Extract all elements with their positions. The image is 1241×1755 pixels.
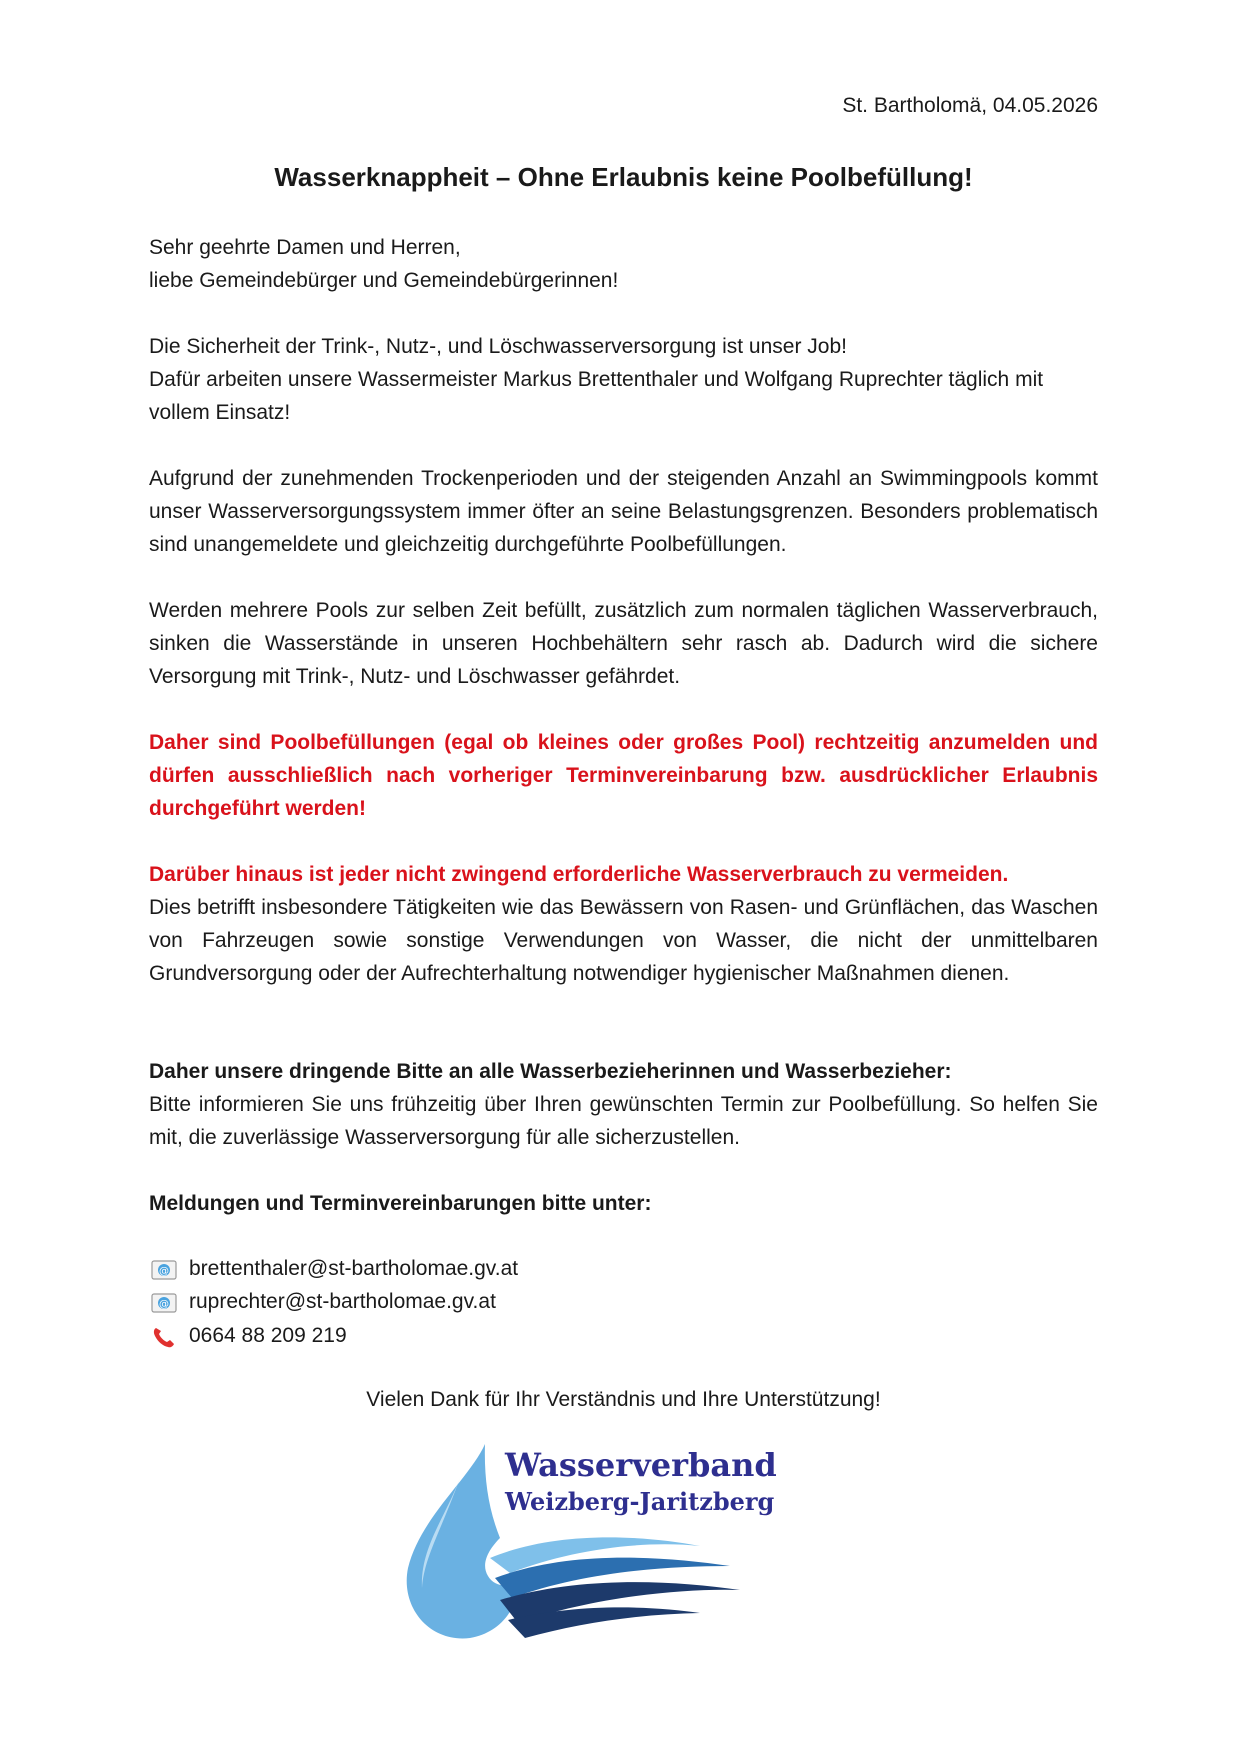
email-icon [151,1291,177,1313]
request-heading: Daher unsere dringende Bitte an alle Wasserbezieherinnen und Wasserbezieher: [149,1060,952,1083]
warning-pool-filling: Daher sind Poolbefüllungen (egal ob kleines oder großes Pool) rechtzeitig anzumelden und dürfen ausschließlich nach vorheriger Terminvereinbarung bzw. ausdrücklicher Erlaubnis durchgeführt werden! [149,731,1098,820]
intro-line-2: Dafür arbeiten unsere Wassermeister Markus Brettenthaler und Wolfgang Ruprechter täglich mit vollem Einsatz! [149,368,1044,424]
greeting-line-1: Sehr geehrte Damen und Herren, [149,236,461,259]
contact-heading: Meldungen und Terminvereinbarungen bitte unter: [149,1192,652,1215]
logo-line-2: Weizberg-Jaritzberg [505,1487,775,1516]
svg-text:@: @ [159,1265,169,1277]
paragraph-drought: Aufgrund der zunehmenden Trockenperioden und der steigenden Anzahl an Swimmingpools kommt unser Wasserversorgungssystem immer öfter an seine Belastungsgrenzen. Besonders problematisch sind unangemeldete und gleichzeitig durchgeführte Poolbefüllungen. [149,467,1098,556]
contact-value[interactable]: brettenthaler@st-bartholomae.gv.at [189,1257,519,1280]
date-line: St. Bartholomä, 04.05.2026 [842,94,1098,117]
wasserverband-logo [400,1438,810,1650]
greeting [149,231,1098,297]
phone-icon [151,1325,177,1347]
contact-value[interactable]: 0664 88 209 219 [189,1324,347,1347]
contact-email-1[interactable] [151,1252,518,1285]
intro-line-1: Die Sicherheit der Trink-, Nutz-, und Löschwasserversorgung ist unser Job! [149,335,847,358]
paragraph-pools: Werden mehrere Pools zur selben Zeit befüllt, zusätzlich zum normalen täglichen Wasserverbrauch, sinken die Wasserstände in unseren Hochbehältern sehr rasch ab. Dadurch wird die sichere Versorgung mit Trink-, Nutz- und Löschwasser gefährdet. [149,599,1098,688]
logo-line-1: Wasserverband [505,1446,777,1484]
closing-line: Vielen Dank für Ihr Verständnis und Ihre Unterstützung! [366,1388,881,1411]
contact-phone[interactable] [151,1319,347,1352]
water-use-details: Dies betrifft insbesondere Tätigkeiten wie das Bewässern von Rasen- und Grünflächen, das Waschen von Fahrzeugen sowie sonstige Verwendungen von Wasser, die nicht der unmittelbaren Grundversorgung oder der Aufrechterhaltung notwendiger hygienischer Maßnahmen dienen. [149,896,1098,985]
paragraph-request [149,1055,1098,1154]
greeting-line-2: liebe Gemeindebürger und Gemeindebürgerinnen! [149,269,619,292]
paragraph-intro [149,330,1098,429]
warning-avoid-consumption: Darüber hinaus ist jeder nicht zwingend erforderliche Wasserverbrauch zu vermeiden. [149,863,1009,886]
paragraph-water-use [149,858,1098,990]
contact-email-2[interactable] [151,1285,496,1318]
request-text: Bitte informieren Sie uns frühzeitig über Ihren gewünschten Termin zur Poolbefüllung. So helfen Sie mit, die zuverlässige Wasserversorgung für alle sicherzustellen. [149,1093,1098,1149]
email-icon [151,1258,177,1280]
svg-text:@: @ [159,1298,169,1310]
contact-value[interactable]: ruprechter@st-bartholomae.gv.at [189,1290,496,1313]
page-title: Wasserknappheit – Ohne Erlaubnis keine Poolbefüllung! [274,162,973,192]
